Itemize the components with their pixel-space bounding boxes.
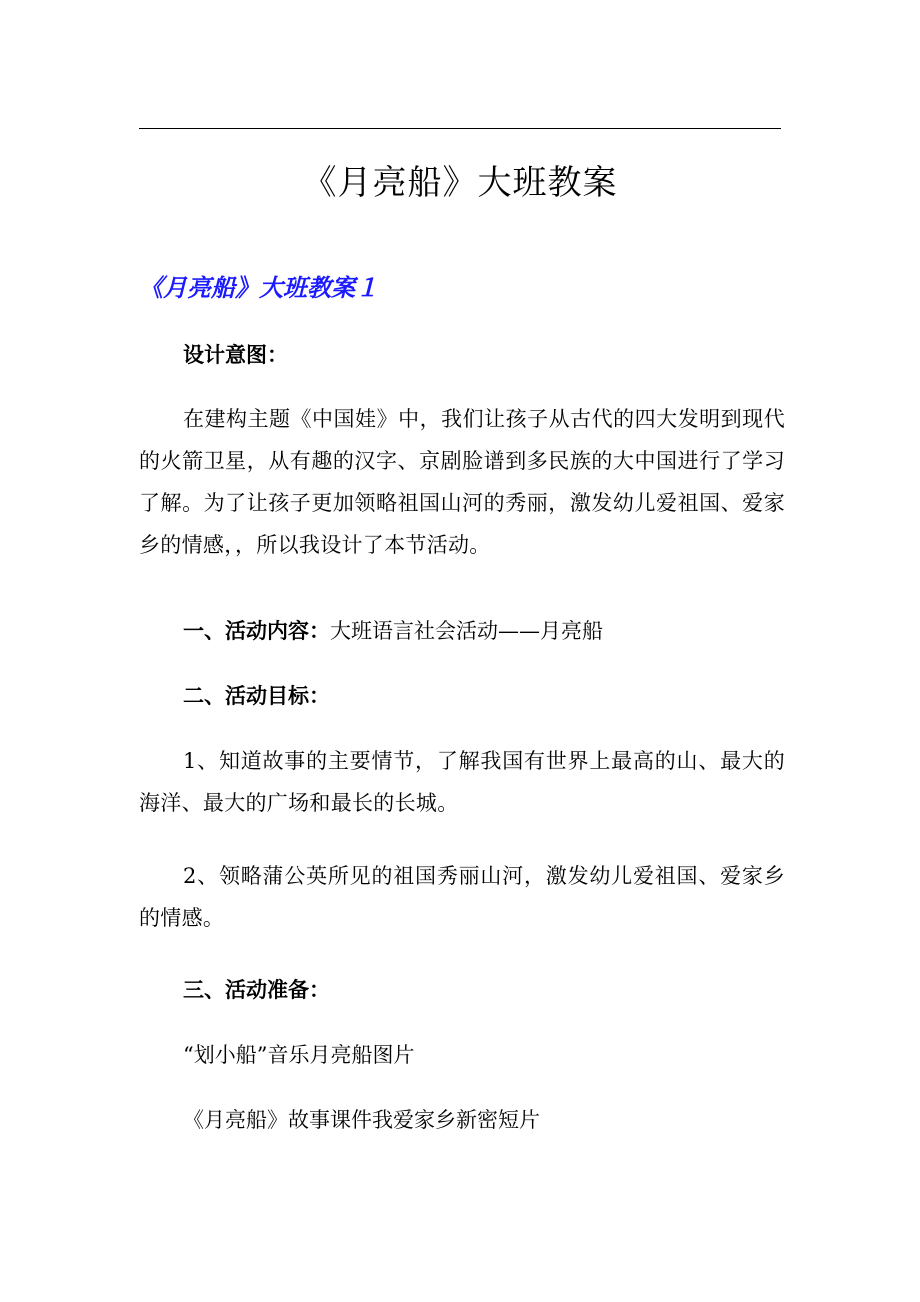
document-title: 《月亮船》大班教案 [302, 163, 618, 203]
activity-goals-label: 二、活动目标： [183, 684, 330, 708]
section-heading: 《月亮船》大班教案１ [139, 273, 379, 302]
goal-1-paragraph: 1、知道故事的主要情节，了解我国有世界上最高的山、最大的海洋、最大的广场和最长的长城。 [139, 749, 785, 815]
activity-goals-heading [139, 681, 829, 711]
header-rule [139, 128, 781, 129]
prep-item-2: 《月亮船》故事课件我爱家乡新密短片 [183, 1108, 540, 1132]
prep-item-1: “划小船”音乐月亮船图片 [183, 1043, 415, 1067]
activity-content-line [139, 616, 829, 646]
activity-content-text: 大班语言社会活动——月亮船 [330, 619, 603, 643]
activity-content-label: 一、活动内容： [183, 619, 330, 643]
design-intent-paragraph: 在建构主题《中国娃》中，我们让孩子从古代的四大发明到现代的火箭卫星，从有趣的汉字、京剧脸谱到多民族的大中国进行了学习了解。为了让孩子更加领略祖国山河的秀丽，激发幼儿爱祖国、爱家乡的情感，，所以我设计了本节活动。 [139, 407, 785, 557]
activity-prep-heading [139, 975, 829, 1005]
goal-2-paragraph: 2、领略蒲公英所见的祖国秀丽山河，激发幼儿爱祖国、爱家乡的情感。 [139, 864, 785, 930]
design-intent-heading [139, 340, 829, 370]
design-intent-label: 设计意图： [183, 343, 288, 367]
activity-prep-label: 三、活动准备： [183, 978, 330, 1002]
